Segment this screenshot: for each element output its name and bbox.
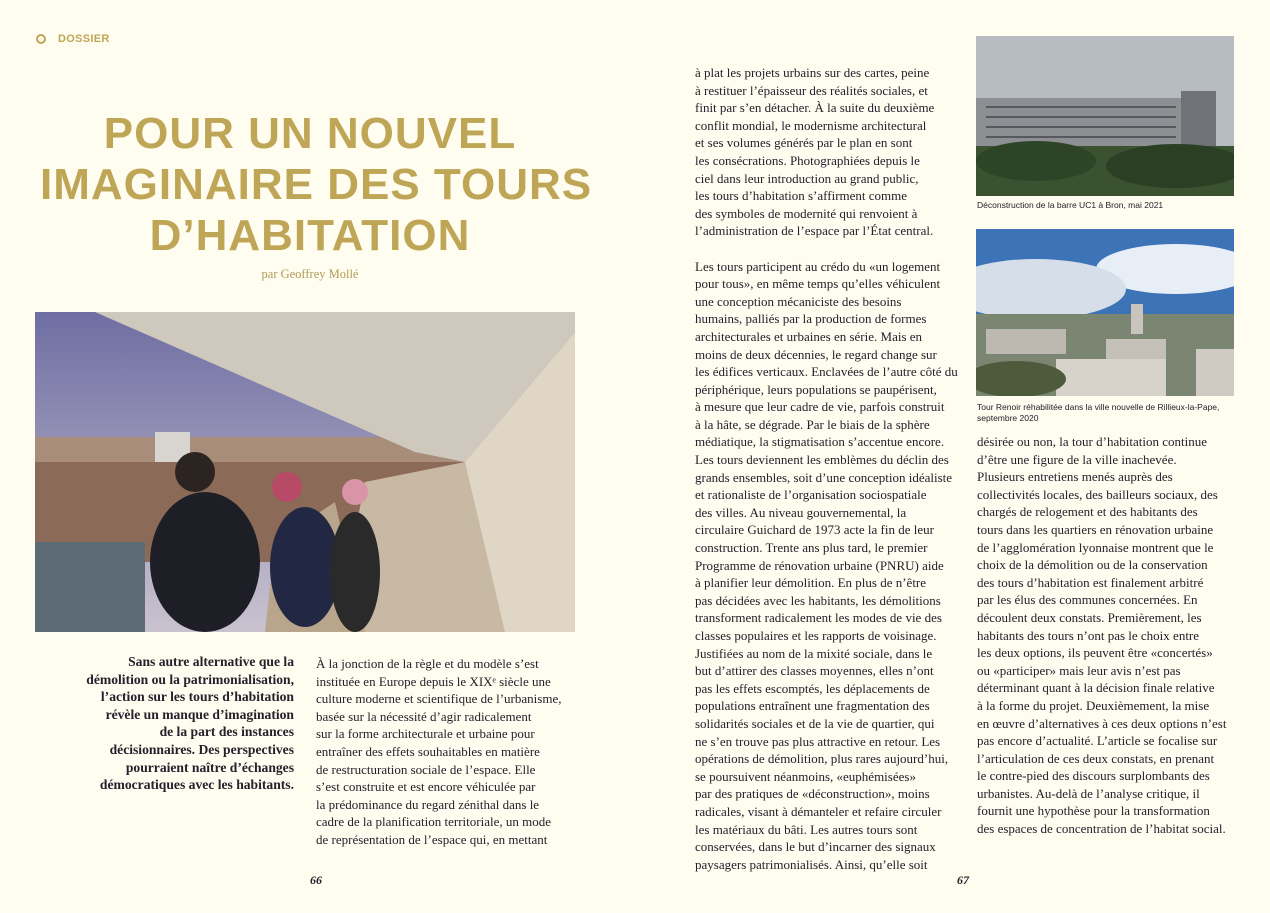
photo-caption: Déconstruction de la barre UC1 à Bron, mai 2021: [977, 200, 1164, 210]
lead-line: décisionnaires. Des perspectives: [109, 741, 294, 757]
text-line: Programme de rénovation urbaine (PNRU) aide: [695, 557, 944, 573]
text-line: en œuvre d’alternatives à ces deux options n’est: [977, 715, 1227, 731]
text-line: pas encore d’actualité. L’article se focalise sur: [977, 733, 1218, 749]
text-line: urbanistes. Au-delà de l’analyse critique, il: [977, 785, 1200, 801]
photo-bron-demolition: [976, 36, 1234, 196]
text-line: d’être une figure de la ville inachevée.: [977, 451, 1177, 467]
text-line: une conception mécaniciste des besoins: [695, 293, 902, 309]
text-line: finit par s’en détacher. À la suite du deuxième: [695, 100, 935, 116]
text-line: choix de la démolition ou de la conservation: [977, 557, 1208, 573]
text-line: paysagers patrimonialisés. Ainsi, qu’elle soit: [695, 856, 928, 872]
page-number-right: 67: [957, 873, 969, 887]
text-line: Les tours deviennent les emblèmes du déclin des: [695, 452, 949, 468]
text-line: le contre-pied des discours surplombants des: [977, 768, 1210, 784]
text-line: se poursuivent néanmoins, «euphémisées»: [695, 768, 916, 784]
text-line: humains, palliés par la production de formes: [695, 311, 927, 327]
lead-line: démocratiques avec les habitants.: [99, 777, 294, 793]
bullet-icon: [36, 34, 46, 44]
text-line: les tours d’habitation s’affirment comme: [695, 188, 908, 204]
text-line: l’administration de l’espace par l’État central.: [695, 223, 934, 239]
text-line: transforment radicalement les modes de vie des: [695, 610, 942, 626]
text-line: habitants des tours n’ont pas le choix entre: [977, 627, 1200, 643]
text-line: moins de deux décennies, le regard change sur: [695, 346, 937, 362]
text-line: collectivités locales, des bailleurs sociaux, des: [977, 486, 1218, 502]
caption-line: septembre 2020: [977, 413, 1039, 423]
text-line: des espaces de concentration de l’habitat social.: [977, 821, 1226, 837]
lead-paragraph: [60, 653, 294, 794]
text-line: à la hâte, se dégrade. Par le biais de la sphère: [695, 416, 930, 432]
text-line: ou «participer» mais leur avis n’est pas: [977, 662, 1181, 678]
text-line: par des pratiques de «déconstruction», moins: [695, 786, 930, 802]
text-line: pas décidées avec les habitants, les démolitions: [695, 592, 941, 608]
text-line: s’est construite et est encore véhiculée par: [316, 779, 536, 795]
text-line: fournit une hypothèse pour la transformation: [977, 803, 1210, 819]
text-line: et rationaliste de l’organisation sociospatiale: [695, 487, 927, 503]
text-line: populations entraînent une fragmentation des: [695, 698, 930, 714]
text-line: construction. Trente ans plus tard, le premier: [695, 540, 928, 556]
text-line: Les tours participent au crédo du «un logement: [695, 258, 941, 274]
text-line: chargés de relogement et des habitants des: [977, 504, 1198, 520]
text-line: à la forme du projet. Deuxièmement, la mise: [977, 697, 1210, 713]
article-title: [40, 108, 593, 261]
text-line: de l’agglomération lyonnaise montrent que le: [977, 539, 1214, 555]
text-line: circulaire Guichard de 1973 acte la fin de leur: [695, 522, 934, 538]
title-line: IMAGINAIRE DES TOURS: [40, 160, 593, 209]
text-line: sur la forme architecturale et urbaine pour: [316, 726, 535, 742]
text-line: des villes. Au niveau gouvernemental, la: [695, 504, 907, 520]
text-line: de restructuration sociale de l’espace. Elle: [316, 761, 536, 777]
text-line: médiatique, la stigmatisation s’accentue encore.: [695, 434, 945, 450]
lead-line: révèle un manque d’imagination: [105, 706, 294, 722]
text-line: Justifiées au nom de la mixité sociale, dans le: [695, 645, 933, 661]
text-line: cadre de la planification territoriale, un mode: [316, 814, 551, 830]
text-line: ciel dans leur introduction au grand public,: [695, 170, 919, 186]
lead-line: pourraient naître d’échanges: [125, 759, 294, 775]
photo-illustration: [976, 229, 1234, 396]
photo-caption: [977, 402, 1219, 424]
main-photo-balcony: [35, 312, 575, 632]
text-line: les consécrations. Photographiées depuis le: [695, 152, 920, 168]
lead-line: de la part des instances: [159, 724, 294, 740]
text-line: la prédominance du regard zénithal dans le: [316, 796, 540, 812]
text-line: ne s’en trouve pas plus attractive en retour. Les: [695, 733, 941, 749]
text-line: à planifier leur démolition. En plus de n’être: [695, 575, 927, 591]
text-line: opérations de démolition, plus rares aujourd’hui,: [695, 751, 949, 767]
text-line: classes populaires et les rapports de voisinage.: [695, 628, 937, 643]
lead-line: démolition ou la patrimonialisation,: [86, 671, 294, 687]
text-line: conflit mondial, le modernisme architectural: [695, 117, 927, 133]
byline: par Geoffrey Mollé: [261, 267, 359, 281]
text-line: découlent deux constats. Premièrement, les: [977, 609, 1202, 625]
text-line: les édifices verticaux. Enclavées de l’autre côté du: [695, 364, 958, 380]
text-line: par les élus des communes concernées. En: [977, 592, 1198, 608]
lead-line: l’action sur les tours d’habitation: [100, 689, 294, 705]
text-line: instituée en Europe depuis le XIXᵉ siècle une: [316, 673, 551, 689]
body-column-1: [316, 655, 561, 849]
photo-illustration: [976, 36, 1234, 196]
text-line: culture moderne et scientifique de l’urbanisme,: [316, 691, 562, 707]
text-line: à mesure que leur cadre de vie, parfois construit: [695, 399, 945, 415]
text-line: désirée ou non, la tour d’habitation continue: [977, 434, 1207, 449]
photo-rillieux-tower: [976, 229, 1234, 396]
title-line: POUR UN NOUVEL: [103, 109, 517, 158]
text-line: [695, 240, 958, 258]
text-line: et ses volumes générés par le plan en sont: [695, 135, 913, 151]
text-line: solidarités sociales et de la vie de quartier, qui: [695, 715, 935, 731]
text-line: des tours d’habitation est finalement arbitré: [977, 574, 1204, 590]
text-line: radicales, visant à démanteler et refaire circuler: [695, 803, 942, 819]
text-line: pas les effets escomptés, les déplacements de: [695, 680, 930, 696]
lead-line: Sans autre alternative que la: [128, 654, 294, 669]
text-line: des symboles de modernité qui renvoient à: [695, 205, 918, 221]
text-line: À la jonction de la règle et du modèle s’est: [316, 656, 539, 671]
text-line: déterminant quant à la décision finale relative: [977, 680, 1215, 696]
section-kicker: [36, 33, 110, 45]
title-line: D’HABITATION: [149, 211, 471, 260]
body-column-2: [695, 64, 958, 873]
text-line: conservées, dans le but d’incarner des signaux: [695, 839, 936, 855]
page-number-left: 66: [310, 873, 322, 887]
text-line: l’articulation de ces deux constats, en prenant: [977, 750, 1215, 766]
text-line: but d’attirer des classes moyennes, elles n’ont: [695, 663, 934, 679]
text-line: périphérique, leurs populations se paupérisent,: [695, 381, 937, 397]
text-line: à restituer l’épaisseur des réalités sociales, et: [695, 82, 928, 98]
photo-illustration: [35, 312, 575, 632]
text-line: architecturales et urbaines en série. Mais en: [695, 328, 923, 344]
text-line: entraîner des effets souhaitables en matière: [316, 743, 540, 759]
text-line: pour tous», en même temps qu’elles véhiculent: [695, 276, 941, 292]
section-label: DOSSIER: [58, 33, 110, 45]
text-line: grands ensembles, soit d’une conception idéaliste: [695, 469, 953, 485]
body-column-3: [977, 433, 1226, 838]
text-line: les matériaux du bâti. Les autres tours sont: [695, 821, 918, 837]
text-line: les deux options, ils peuvent être «concertés»: [977, 645, 1213, 661]
text-line: de représentation de l’espace qui, en mettant: [316, 831, 548, 847]
text-line: tours dans les quartiers en rénovation urbaine: [977, 521, 1214, 537]
text-line: Plusieurs entretiens menés auprès des: [977, 469, 1173, 485]
text-line: basée sur la nécessité d’agir radicalement: [316, 708, 532, 724]
text-line: à plat les projets urbains sur des cartes, peine: [695, 65, 930, 80]
caption-line: Tour Renoir réhabilitée dans la ville nouvelle de Rillieux-la-Pape,: [977, 402, 1220, 412]
